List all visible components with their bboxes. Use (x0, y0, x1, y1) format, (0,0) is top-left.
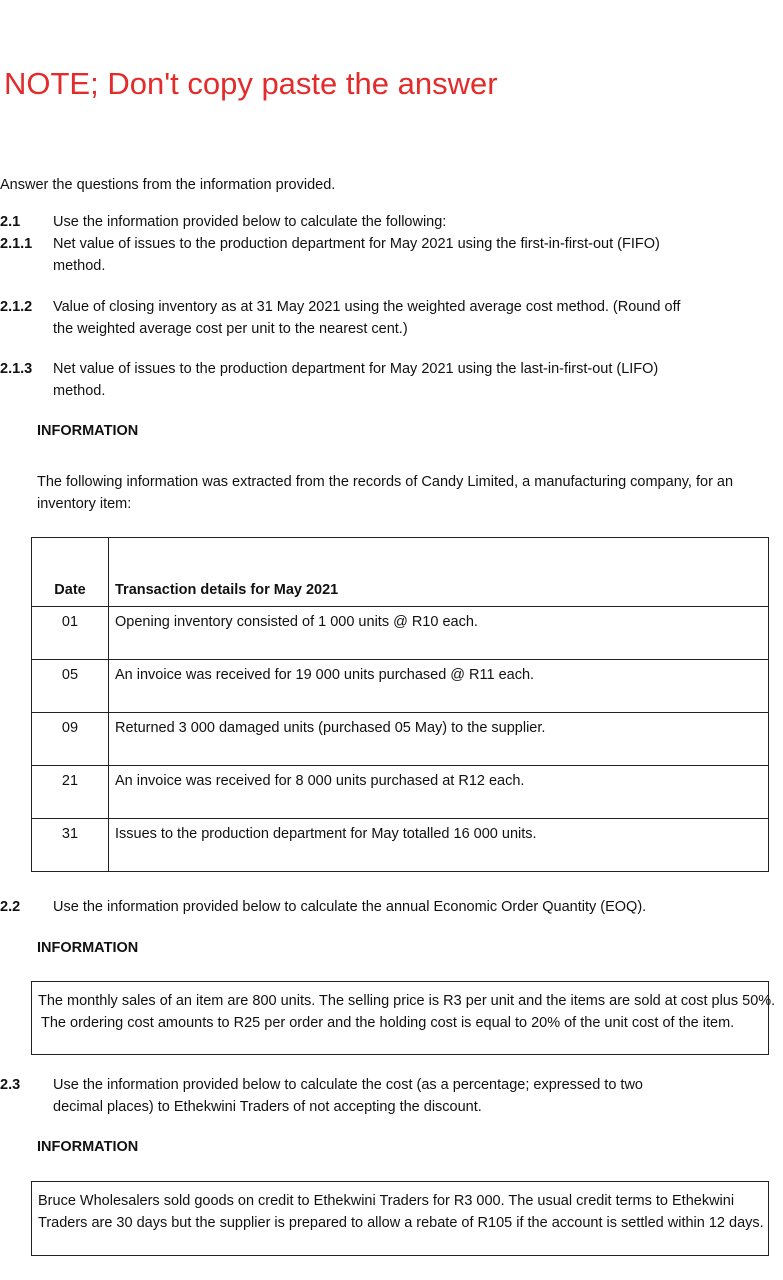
question-text: decimal places) to Ethekwini Traders of not accepting the discount. (53, 1099, 482, 1115)
subquestion-text: Value of closing inventory as at 31 May 2021 using the weighted average cost method. (Round off (53, 299, 681, 315)
row-detail: Opening inventory consisted of 1 000 units @ R10 each. (109, 607, 769, 660)
subquestion-text: method. (53, 383, 106, 399)
subquestion-text: Net value of issues to the production department for May 2021 using the first-in-first-out (FIFO) (53, 236, 660, 252)
row-detail: Issues to the production department for May totalled 16 000 units. (109, 819, 769, 872)
table-header-date: Date (32, 538, 109, 607)
row-detail: Returned 3 000 damaged units (purchased 05 May) to the supplier. (109, 713, 769, 766)
row-detail: An invoice was received for 8 000 units purchased at R12 each. (109, 766, 769, 819)
question-number: 2.1 (0, 214, 21, 230)
row-date: 21 (32, 766, 109, 819)
info-heading: INFORMATION (37, 940, 139, 956)
info-box (31, 981, 776, 1055)
info-text: The following information was extracted from the records of Candy Limited, a manufacturing company, for an (37, 474, 734, 490)
info-heading: INFORMATION (37, 1139, 139, 1155)
transactions-table (31, 537, 769, 872)
subquestion-text: Net value of issues to the production department for May 2021 using the last-in-first-out (LIFO) (53, 361, 659, 377)
row-detail: An invoice was received for 19 000 units purchased @ R11 each. (109, 660, 769, 713)
table-row (32, 766, 769, 819)
question-text: Use the information provided below to calculate the cost (as a percentage; expressed to two (53, 1077, 643, 1093)
question-text: Use the information provided below to calculate the following: (53, 214, 447, 230)
subquestion-number: 2.1.1 (0, 236, 33, 252)
intro-text: Answer the questions from the information provided. (0, 177, 336, 193)
row-date: 31 (32, 819, 109, 872)
question-number: 2.2 (0, 899, 21, 915)
subquestion-number: 2.1.3 (0, 361, 33, 377)
question-number: 2.3 (0, 1077, 21, 1093)
subquestion-text: the weighted average cost per unit to the nearest cent.) (53, 321, 408, 337)
row-date: 01 (32, 607, 109, 660)
subquestion-text: method. (53, 258, 106, 274)
info-box-text: Traders are 30 days but the supplier is prepared to allow a rebate of R105 if the account is settled within 12 days. (38, 1215, 764, 1231)
warning-note: NOTE; Don't copy paste the answer (4, 66, 498, 101)
info-box-text: Bruce Wholesalers sold goods on credit to Ethekwini Traders for R3 000. The usual credit terms to Ethekwini (38, 1193, 735, 1209)
table-row (32, 713, 769, 766)
info-heading: INFORMATION (37, 423, 139, 439)
table-row (32, 607, 769, 660)
row-date: 05 (32, 660, 109, 713)
info-box-text: The monthly sales of an item are 800 units. The selling price is R3 per unit and the items are sold at cost plus 50%. (38, 993, 776, 1009)
info-box (31, 1181, 769, 1256)
question-text: Use the information provided below to calculate the annual Economic Order Quantity (EOQ). (53, 899, 647, 915)
row-date: 09 (32, 713, 109, 766)
info-text: inventory item: (37, 496, 132, 512)
subquestion-number: 2.1.2 (0, 299, 33, 315)
table-row (32, 819, 769, 872)
info-box-text: The ordering cost amounts to R25 per order and the holding cost is equal to 20% of the unit cost of the item. (41, 1015, 735, 1031)
table-header-details: Transaction details for May 2021 (109, 538, 769, 607)
table-row (32, 660, 769, 713)
